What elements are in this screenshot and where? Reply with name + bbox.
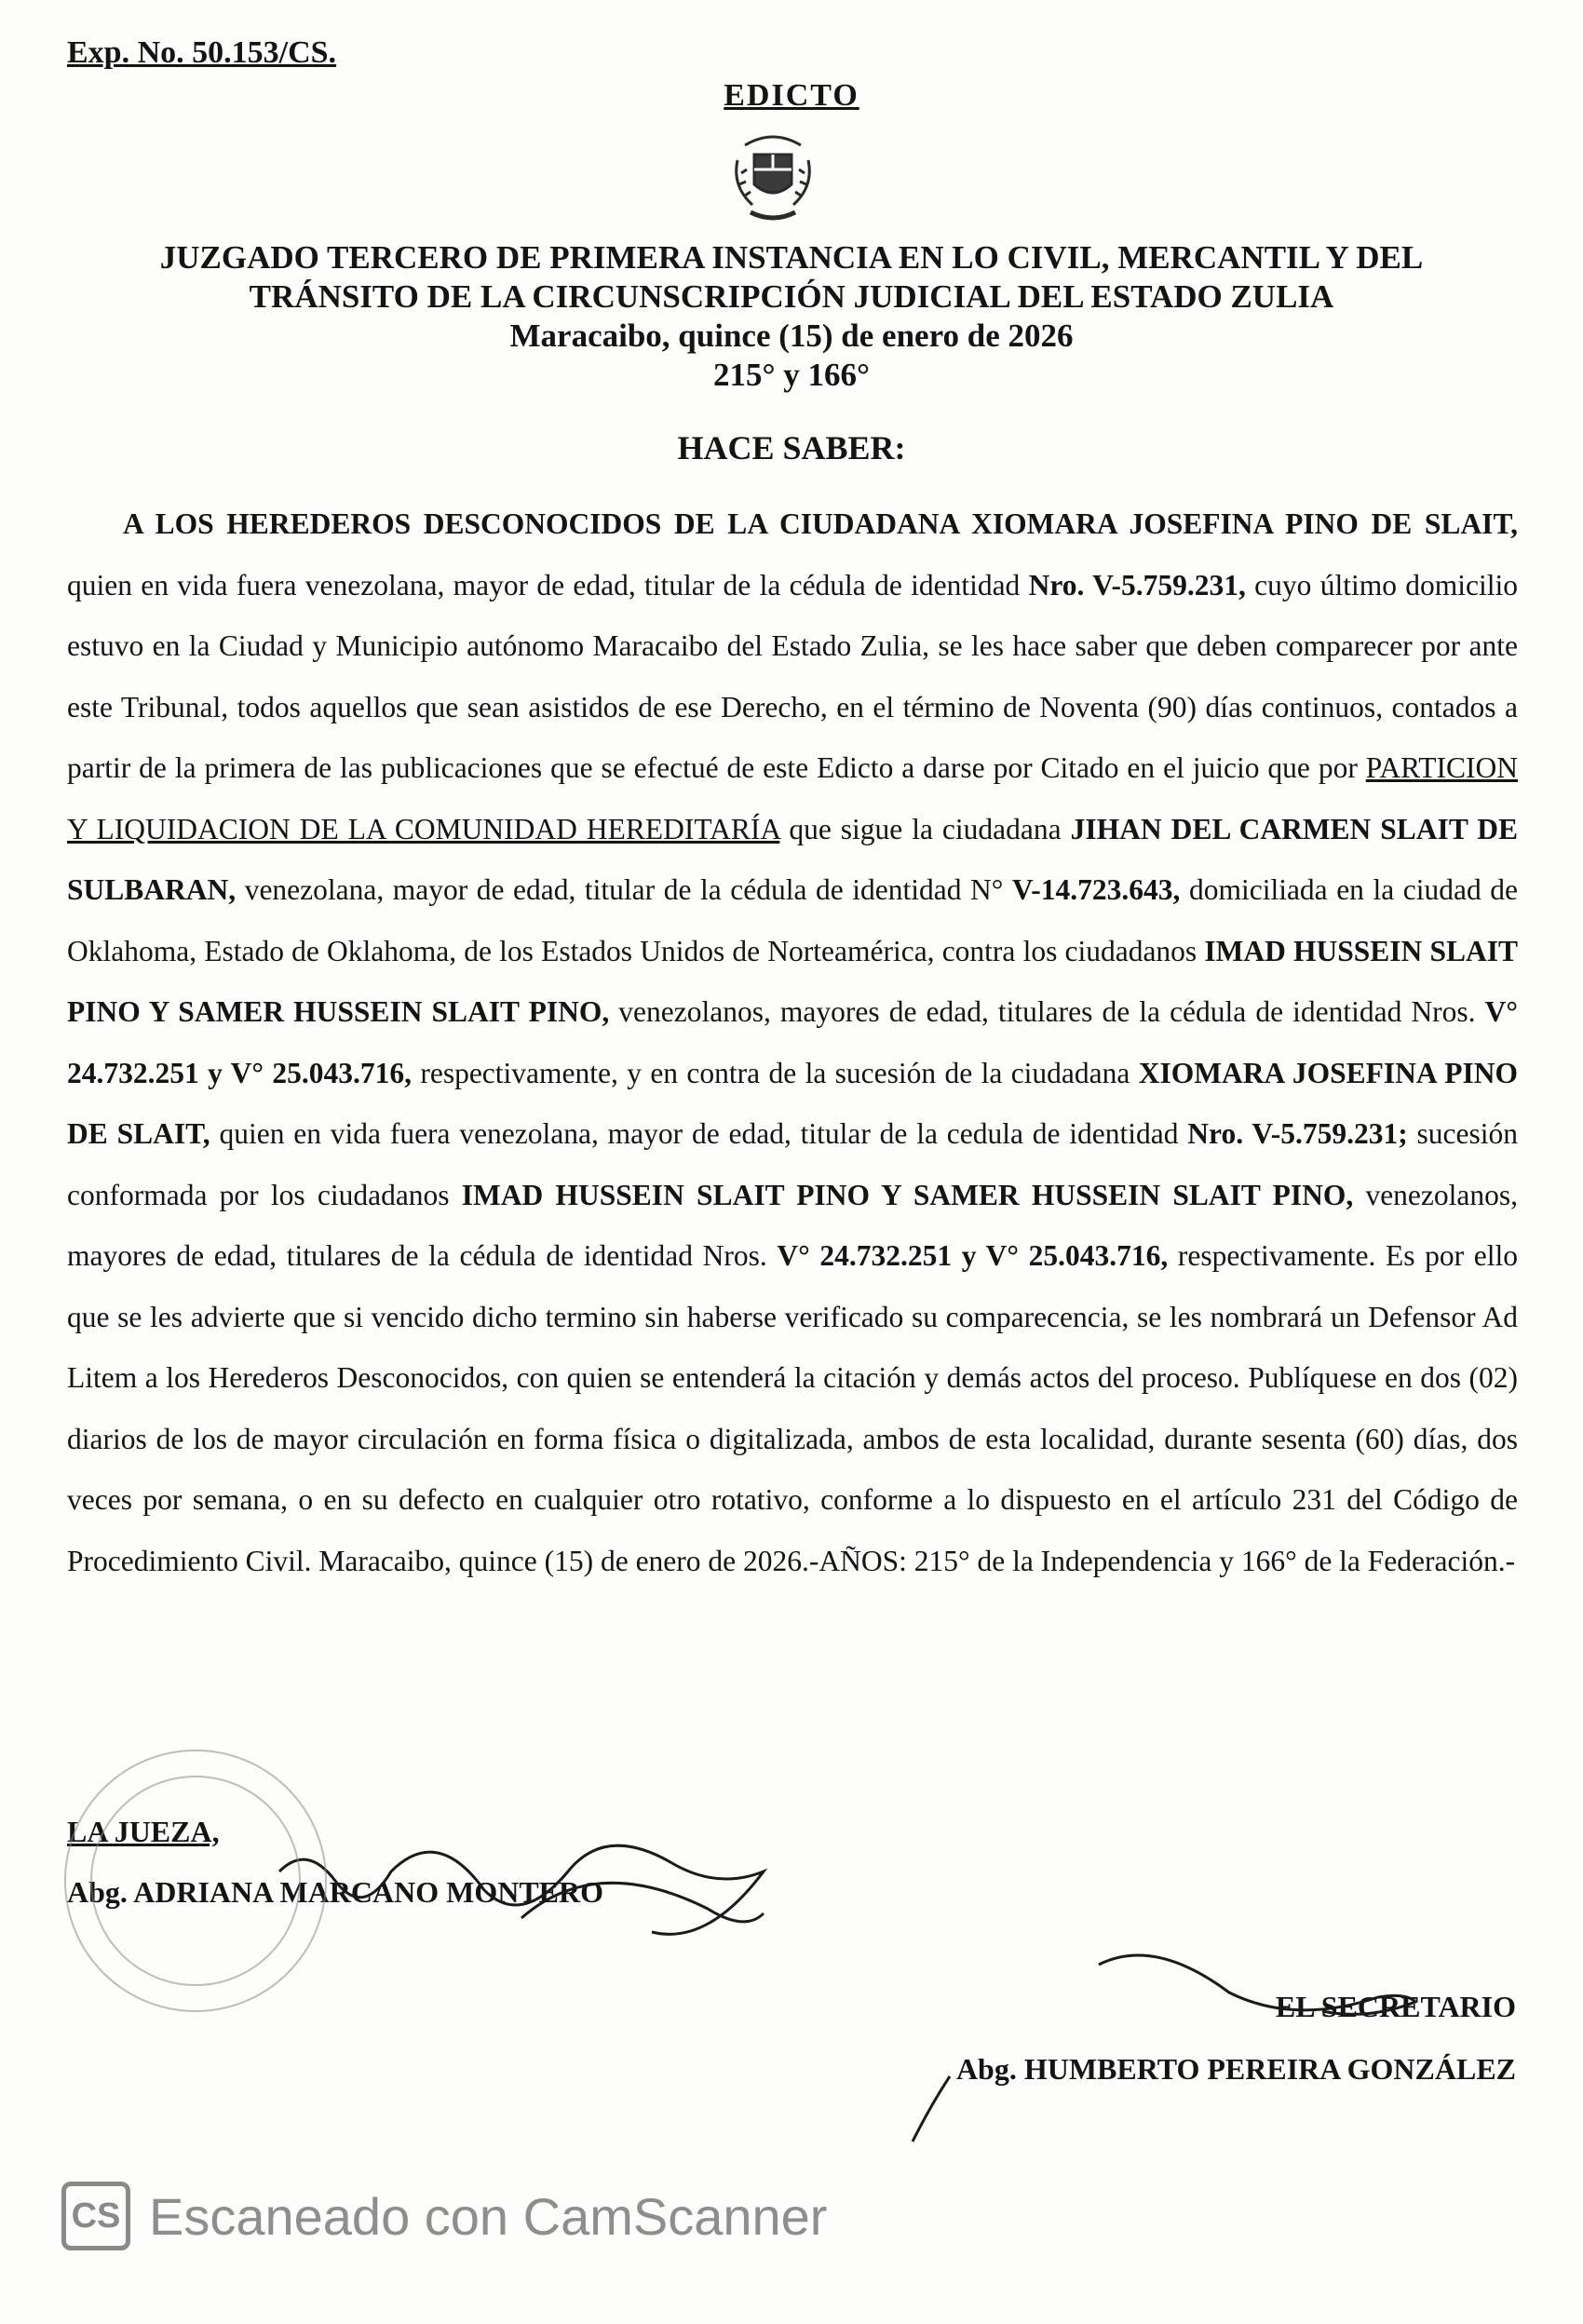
plaintiff-name: JIHAN DEL CARMEN SLAIT DE SULBARAN, xyxy=(67,812,1518,906)
id-numbers: V° 24.732.251 y V° 25.043.716, xyxy=(777,1239,1169,1272)
case-subject: PARTICION Y LIQUIDACION DE LA COMUNIDAD HEREDITARÍA xyxy=(67,751,1518,845)
coat-of-arms-icon xyxy=(717,127,829,229)
id-number: Nro. V-5.759.231, xyxy=(1028,568,1246,601)
court-line-1: JUZGADO TERCERO DE PRIMERA INSTANCIA EN LO CIVIL, MERCANTIL Y DEL xyxy=(159,239,1424,276)
decedent-name: XIOMARA JOSEFINA PINO DE SLAIT, xyxy=(67,1056,1518,1150)
id-number: V-14.723.643, xyxy=(1011,873,1181,906)
body-text: cuyo último domicilio estuvo en la Ciudad y Municipio autónomo Maracaibo del Estado Zulia, se les hace saber que deben comparecer por ante este Tribunal, todos aquellos que sean asistidos de ese Derecho, en el término de Noventa (90) días continuos, contados a partir de la primera de las publicaciones que se efectué de este Edicto a darse por Citado en el juicio que por xyxy=(67,568,1518,784)
expediente-number: Exp. No. 50.153/CS. xyxy=(67,35,337,70)
court-line-2: TRÁNSITO DE LA CIRCUNSCRIPCIÓN JUDICIAL DEL ESTADO ZULIA xyxy=(249,278,1334,315)
place-date: Maracaibo, quince (15) de enero de 2026 xyxy=(509,318,1074,354)
body-text: venezolanos, mayores de edad, titulares de la cédula de identidad Nros. xyxy=(609,995,1485,1028)
secretary-name: Abg. HUMBERTO PEREIRA GONZÁLEZ xyxy=(955,2052,1516,2086)
document-title: EDICTO xyxy=(724,78,859,113)
body-text: venezolana, mayor de edad, titular de la cédula de identidad N° xyxy=(236,873,1012,906)
body-text: quien en vida fuera venezolana, mayor de edad, titular de la cédula de identidad xyxy=(67,568,1029,601)
judge-signature-block xyxy=(67,1802,603,1923)
watermark-text: Escaneado con CamScanner xyxy=(149,2186,828,2246)
heir-names: IMAD HUSSEIN SLAIT PINO Y SAMER HUSSEIN SLAIT PINO, xyxy=(461,1178,1354,1211)
body-text: domiciliada en la ciudad de Oklahoma, Estado de Oklahoma, de los Estados Unidos de Norteamérica, contra los ciudadanos xyxy=(67,873,1518,967)
years-line: 215° y 166° xyxy=(713,357,870,393)
scanner-watermark xyxy=(61,2179,827,2253)
court-heading xyxy=(84,238,1499,395)
body-text: que sigue la ciudadana xyxy=(779,812,1071,845)
hace-saber-heading: HACE SABER: xyxy=(677,429,906,466)
judge-name: Abg. ADRIANA MARCANO MONTERO xyxy=(67,1875,604,1909)
edict-body xyxy=(67,493,1518,1591)
body-text: respectivamente. Es por ello que se les advierte que si vencido dicho termino sin haberse verificado su comparecencia, se les nombrará un Defensor Ad Litem a los Herederos Desconocidos, con quien se entenderá la citación y demás actos del proceso. Publíquese en dos (02) diarios de los de mayor circulación en forma física o digitalizada, ambos de esta localidad, durante sesenta (60) días, dos veces por semana, o en su defecto en cualquier otro rotativo, conforme a lo dispuesto en el artículo 231 del Código de Procedimiento Civil. Maracaibo, quince (15) de enero de 2026.-AÑOS: 215° de la Independencia y 166° de la Federación.- xyxy=(67,1239,1519,1577)
body-text: sucesión conformada por los ciudadanos xyxy=(67,1117,1519,1211)
secretary-role: EL SECRETARIO xyxy=(1275,1990,1516,2023)
body-text: venezolanos, mayores de edad, titulares de la cédula de identidad Nros. xyxy=(67,1178,1519,1272)
judge-role: LA JUEZA, xyxy=(67,1815,220,1848)
camscanner-logo-icon: CS xyxy=(61,2182,130,2250)
body-text: quien en vida fuera venezolana, mayor de edad, titular de la cedula de identidad xyxy=(210,1117,1188,1150)
id-numbers: V° 24.732.251 y V° 25.043.716, xyxy=(67,995,1518,1089)
body-text: respectivamente, y en contra de la sucesión de la ciudadana xyxy=(411,1056,1139,1089)
id-number: Nro. V-5.759.231; xyxy=(1187,1117,1408,1150)
defendant-names: IMAD HUSSEIN SLAIT PINO Y SAMER HUSSEIN SLAIT PINO, xyxy=(67,934,1518,1028)
addressee: A LOS HEREDEROS DESCONOCIDOS DE LA CIUDADANA XIOMARA JOSEFINA PINO DE SLAIT, xyxy=(123,507,1518,540)
secretary-signature-block xyxy=(956,1976,1516,2101)
